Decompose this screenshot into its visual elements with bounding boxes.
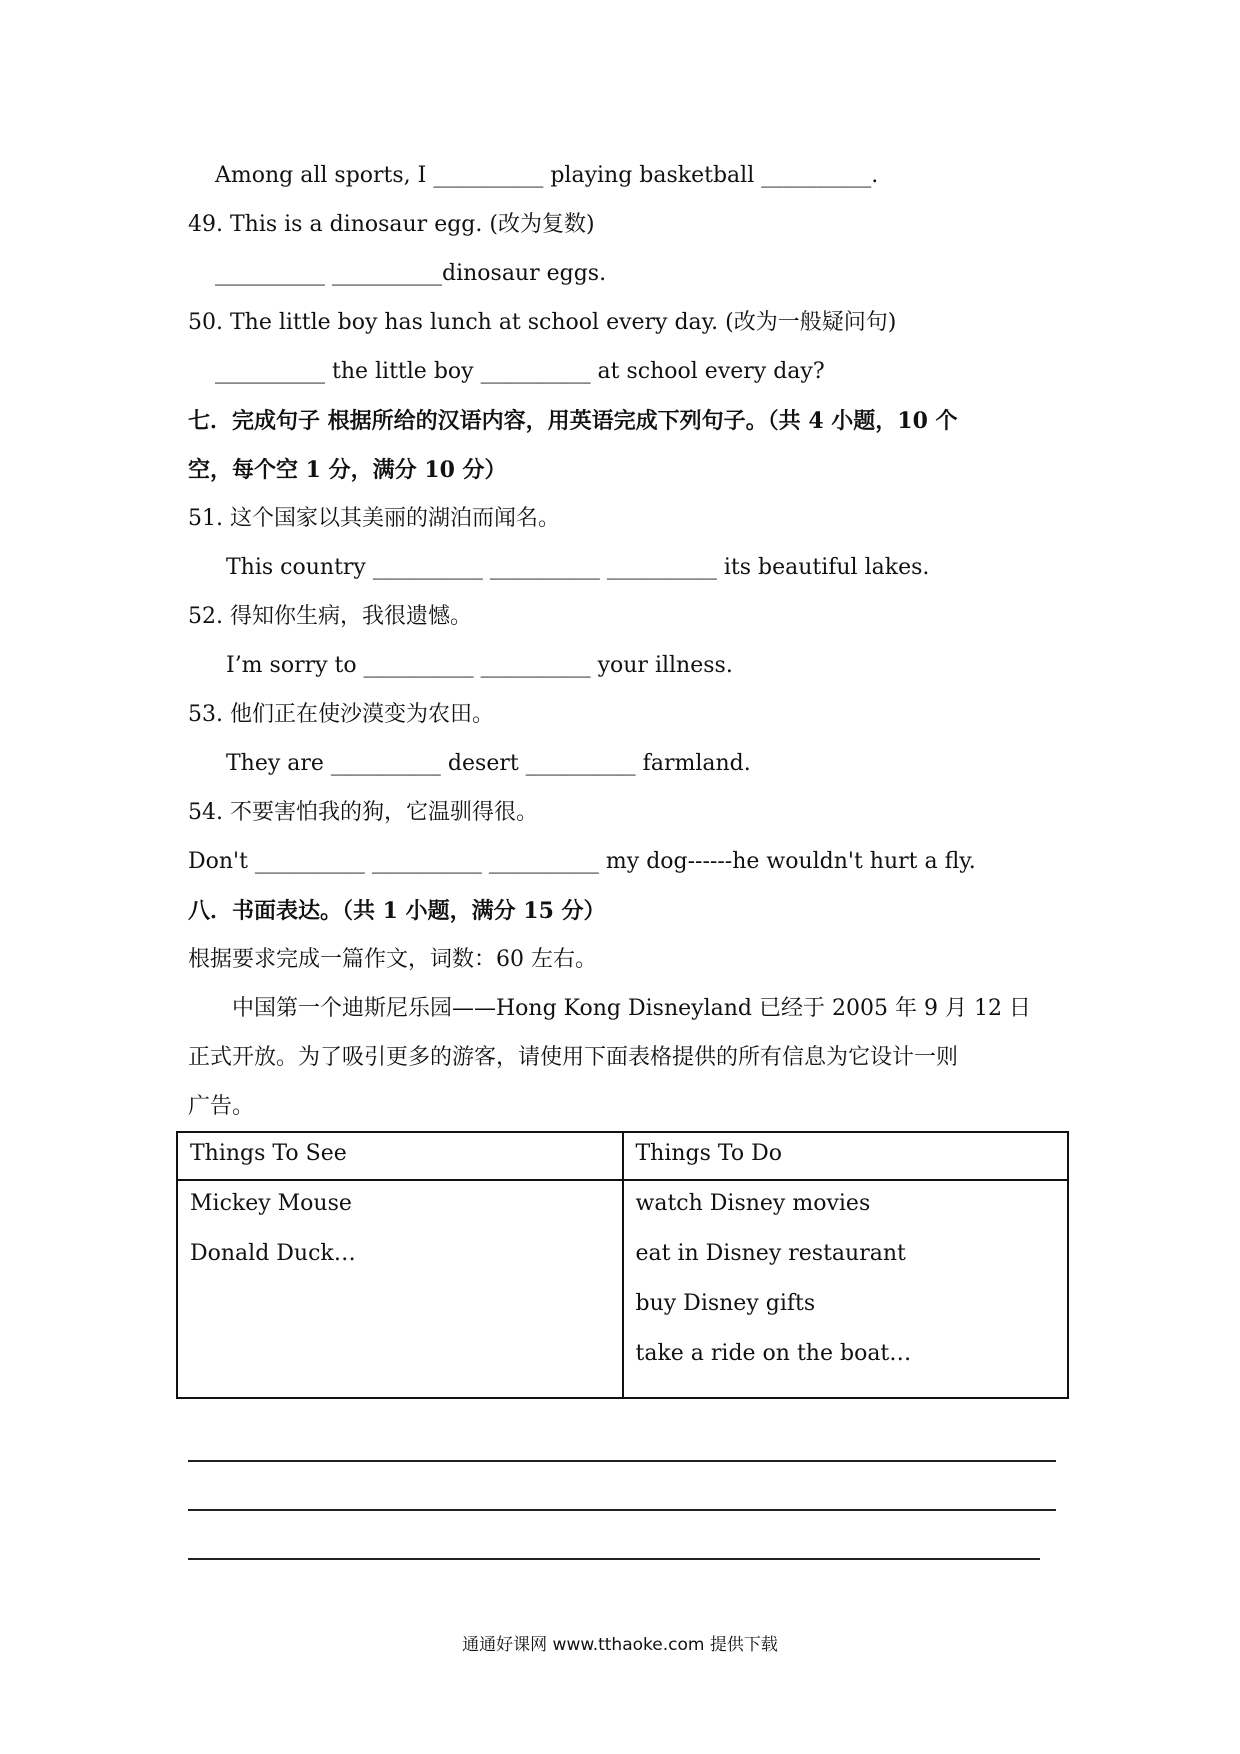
writing-answer-line-2[interactable] <box>188 1509 1056 1511</box>
writing-answer-line-3[interactable] <box>188 1558 1040 1560</box>
writing-prompt-line-3: 广告。 <box>188 1094 255 1119</box>
section-8-heading: 八．书面表达。（共 1 小题，满分 15 分） <box>188 898 606 924</box>
answer-50: __________ the little boy __________ at school every day? <box>215 359 825 384</box>
question-50: 50. The little boy has lunch at school every day. (改为一般疑问句) <box>188 310 897 335</box>
answer-52: I’m sorry to __________ __________ your illness. <box>226 653 733 678</box>
section-7-heading-cont: 空，每个空 1 分，满分 10 分） <box>188 457 507 483</box>
list-item: buy Disney gifts <box>635 1291 816 1316</box>
list-item: Donald Duck… <box>190 1241 356 1266</box>
list-item: Mickey Mouse <box>190 1191 352 1216</box>
table-body-row <box>177 1180 1068 1398</box>
things-to-do-cell <box>623 1180 1069 1398</box>
list-item: eat in Disney restaurant <box>635 1241 906 1266</box>
answer-54: Don't __________ __________ __________ my dog------he wouldn't hurt a fly. <box>188 849 976 874</box>
header-things-to-do: Things To Do <box>623 1132 1069 1180</box>
disney-info-table <box>176 1131 1069 1399</box>
list-item: watch Disney movies <box>635 1191 871 1216</box>
writing-prompt-line-1: 中国第一个迪斯尼乐园——Hong Kong Disneyland 已经于 2005 年 9 月 12 日 <box>232 996 1031 1021</box>
table-header-row <box>177 1132 1068 1180</box>
writing-instruction: 根据要求完成一篇作文，词数：60 左右。 <box>188 947 597 972</box>
list-item: take a ride on the boat… <box>635 1341 912 1366</box>
answer-49: __________ __________dinosaur eggs. <box>215 261 607 286</box>
sentence-48-rewrite: Among all sports, I __________ playing basketball __________. <box>215 163 879 188</box>
page-footer: 通通好课网 www.tthaoke.com 提供下载 <box>462 1635 778 1655</box>
section-7-heading: 七．完成句子 根据所给的汉语内容，用英语完成下列句子。（共 4 小题，10 个 <box>188 408 958 434</box>
writing-prompt-line-2: 正式开放。为了吸引更多的游客，请使用下面表格提供的所有信息为它设计一则 <box>188 1045 959 1070</box>
things-to-see-cell <box>177 1180 623 1398</box>
question-52: 52. 得知你生病，我很遗憾。 <box>188 604 472 629</box>
question-51: 51. 这个国家以其美丽的湖泊而闻名。 <box>188 506 560 531</box>
writing-answer-line-1[interactable] <box>188 1460 1056 1462</box>
answer-53: They are __________ desert __________ farmland. <box>226 751 751 776</box>
question-53: 53. 他们正在使沙漠变为农田。 <box>188 702 494 727</box>
question-49: 49. This is a dinosaur egg. (改为复数) <box>188 212 595 237</box>
answer-51: This country __________ __________ __________ its beautiful lakes. <box>226 555 930 580</box>
header-things-to-see: Things To See <box>177 1132 623 1180</box>
question-54: 54. 不要害怕我的狗，它温驯得很。 <box>188 800 538 825</box>
